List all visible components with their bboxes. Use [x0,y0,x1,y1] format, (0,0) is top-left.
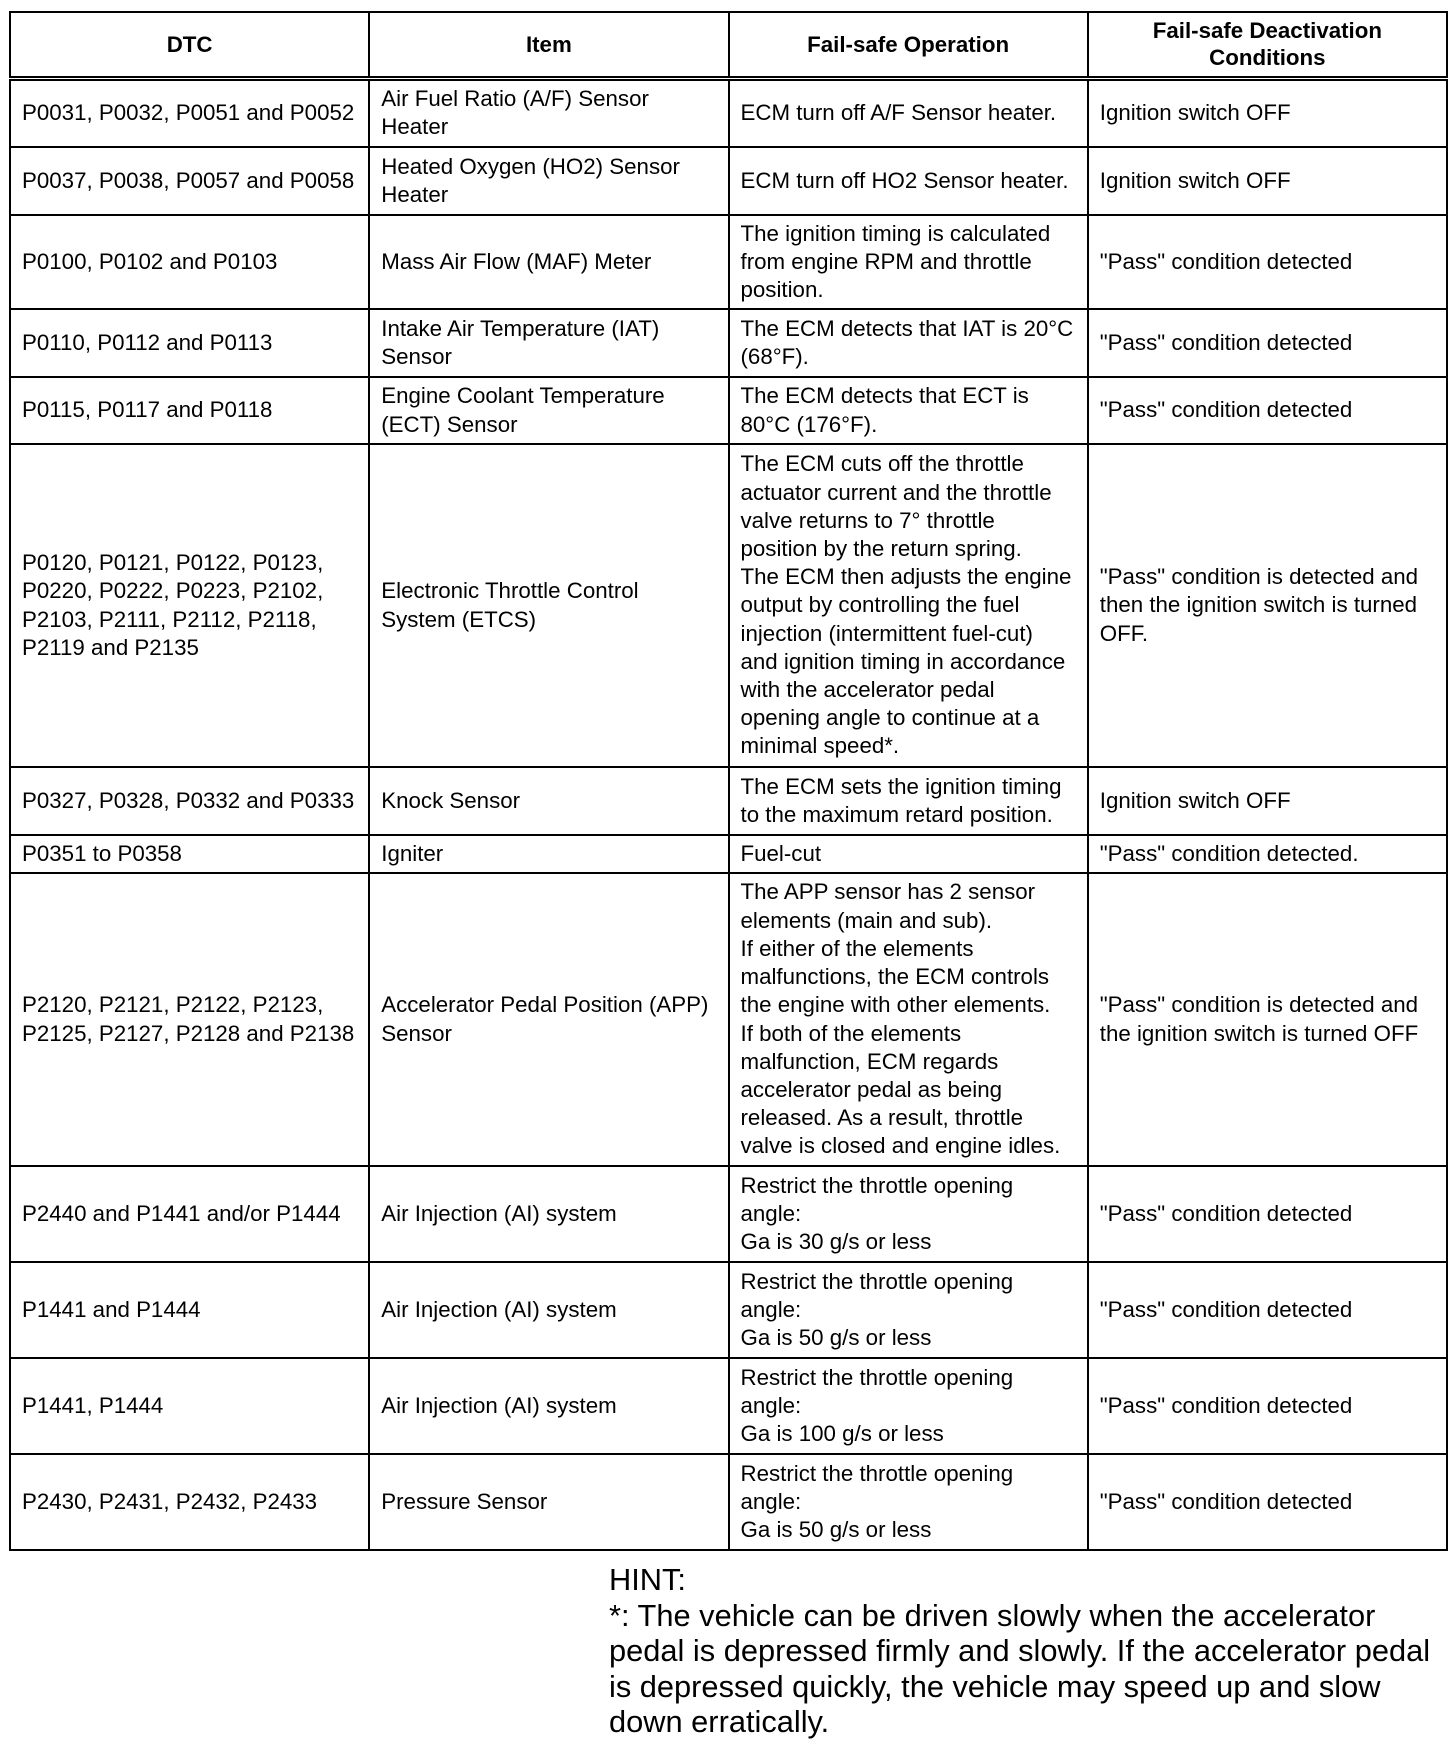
table-row [10,309,1447,377]
dtc-cell: P0120, P0121, P0122, P0123, P0220, P0222, P0223, P2102, P2103, P2111, P2112, P2118, P2119 and P2135 [10,444,369,767]
failsafe-operation-cell: Restrict the throttle opening angle: Ga is 50 g/s or less [729,1262,1088,1358]
item-cell: Knock Sensor [369,767,728,835]
failsafe-operation-cell: The ECM detects that IAT is 20°C (68°F). [729,309,1088,377]
failsafe-operation-cell: The APP sensor has 2 sensor elements (main and sub). If either of the elements malfunctions, the ECM controls the engine with other elements. If both of the elements malfunction, ECM regards accelerator pedal as being released. As a result, throttle valve is closed and engine idles. [729,873,1088,1166]
item-cell: Pressure Sensor [369,1454,728,1550]
header-item: Item [369,12,728,78]
item-cell: Heated Oxygen (HO2) Sensor Heater [369,147,728,215]
deactivation-conditions-cell: "Pass" condition detected [1088,1166,1447,1262]
item-cell: Air Injection (AI) system [369,1262,728,1358]
table-row [10,78,1447,147]
table-row [10,1454,1447,1550]
failsafe-table [9,11,1448,1551]
hint-text-line: down erratically. [609,1704,830,1739]
hint-note [609,1562,1430,1740]
table-row [10,835,1447,873]
item-cell: Igniter [369,835,728,873]
table-row [10,873,1447,1166]
item-cell: Intake Air Temperature (IAT) Sensor [369,309,728,377]
table-row [10,1166,1447,1262]
hint-title: HINT: [609,1562,686,1597]
deactivation-conditions-cell: "Pass" condition is detected and then the ignition switch is turned OFF. [1088,444,1447,767]
header-dtc: DTC [10,12,369,78]
dtc-cell: P1441, P1444 [10,1358,369,1454]
deactivation-conditions-cell: Ignition switch OFF [1088,767,1447,835]
item-cell: Accelerator Pedal Position (APP) Sensor [369,873,728,1166]
item-cell: Air Fuel Ratio (A/F) Sensor Heater [369,78,728,147]
hint-text-line: is depressed quickly, the vehicle may speed up and slow [609,1668,1381,1704]
failsafe-operation-cell: The ECM sets the ignition timing to the maximum retard position. [729,767,1088,835]
table-row [10,444,1447,767]
failsafe-operation-cell: Restrict the throttle opening angle: Ga is 30 g/s or less [729,1166,1088,1262]
failsafe-operation-cell: ECM turn off A/F Sensor heater. [729,78,1088,147]
dtc-cell: P0031, P0032, P0051 and P0052 [10,78,369,147]
failsafe-operation-cell: The ECM detects that ECT is 80°C (176°F). [729,377,1088,444]
header-failsafe-deactivation-conditions: Fail-safe Deactivation Conditions [1088,12,1447,78]
dtc-cell: P2120, P2121, P2122, P2123, P2125, P2127, P2128 and P2138 [10,873,369,1166]
failsafe-operation-cell: The ignition timing is calculated from engine RPM and throttle position. [729,215,1088,309]
failsafe-operation-cell: ECM turn off HO2 Sensor heater. [729,147,1088,215]
table-row [10,377,1447,444]
deactivation-conditions-cell: "Pass" condition detected [1088,215,1447,309]
item-cell: Engine Coolant Temperature (ECT) Sensor [369,377,728,444]
deactivation-conditions-cell: "Pass" condition detected [1088,1358,1447,1454]
item-cell: Air Injection (AI) system [369,1166,728,1262]
table-row [10,1358,1447,1454]
header-row [10,12,1447,78]
item-cell: Mass Air Flow (MAF) Meter [369,215,728,309]
table-row [10,767,1447,835]
deactivation-conditions-cell: "Pass" condition is detected and the ignition switch is turned OFF [1088,873,1447,1166]
dtc-cell: P0115, P0117 and P0118 [10,377,369,444]
failsafe-operation-cell: Fuel-cut [729,835,1088,873]
failsafe-operation-cell: Restrict the throttle opening angle: Ga is 50 g/s or less [729,1454,1088,1550]
item-cell: Electronic Throttle Control System (ETCS) [369,444,728,767]
hint-text-line: pedal is depressed firmly and slowly. If the accelerator pedal [609,1633,1431,1668]
deactivation-conditions-cell: Ignition switch OFF [1088,147,1447,215]
dtc-cell: P0100, P0102 and P0103 [10,215,369,309]
dtc-cell: P1441 and P1444 [10,1262,369,1358]
deactivation-conditions-cell: "Pass" condition detected [1088,377,1447,444]
dtc-cell: P0351 to P0358 [10,835,369,873]
table-row [10,1262,1447,1358]
deactivation-conditions-cell: "Pass" condition detected. [1088,835,1447,873]
deactivation-conditions-cell: "Pass" condition detected [1088,1262,1447,1358]
dtc-cell: P0110, P0112 and P0113 [10,309,369,377]
deactivation-conditions-cell: "Pass" condition detected [1088,1454,1447,1550]
dtc-cell: P0327, P0328, P0332 and P0333 [10,767,369,835]
table-row [10,147,1447,215]
hint-text-line: *: The vehicle can be driven slowly when the accelerator [609,1597,1376,1633]
deactivation-conditions-cell: "Pass" condition detected [1088,309,1447,377]
header-failsafe-operation: Fail-safe Operation [729,12,1088,78]
item-cell: Air Injection (AI) system [369,1358,728,1454]
failsafe-operation-cell: The ECM cuts off the throttle actuator current and the throttle valve returns to 7° throttle position by the return spring. The ECM then adjusts the engine output by controlling the fuel injection (intermittent fuel-cut) and ignition timing in accordance with the accelerator pedal opening angle to continue at a minimal speed*. [729,444,1088,767]
dtc-cell: P2430, P2431, P2432, P2433 [10,1454,369,1550]
failsafe-operation-cell: Restrict the throttle opening angle: Ga is 100 g/s or less [729,1358,1088,1454]
table-row [10,215,1447,309]
dtc-cell: P0037, P0038, P0057 and P0058 [10,147,369,215]
dtc-cell: P2440 and P1441 and/or P1444 [10,1166,369,1262]
deactivation-conditions-cell: Ignition switch OFF [1088,78,1447,147]
